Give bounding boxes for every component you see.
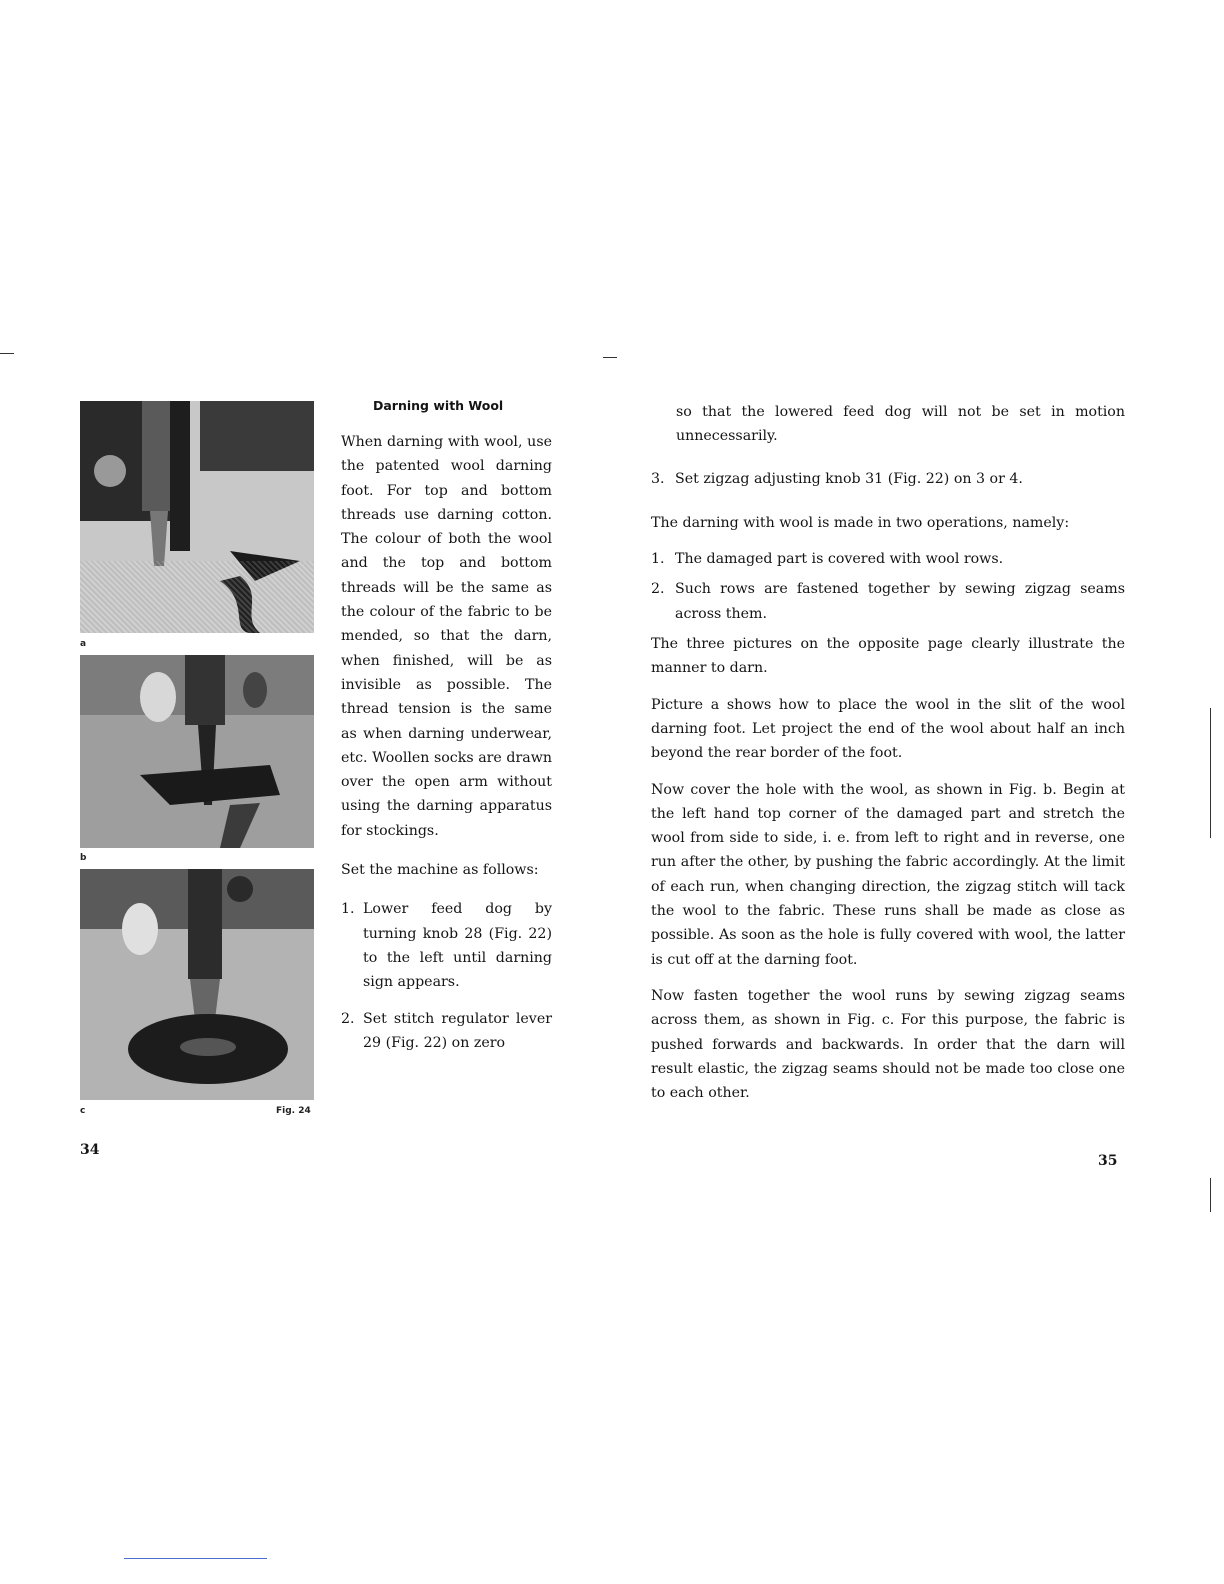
photo-c-illustration bbox=[80, 869, 314, 1100]
list-item bbox=[341, 897, 552, 994]
photo-b bbox=[80, 655, 314, 848]
photo-b-illustration bbox=[80, 655, 314, 848]
paragraph-picture-a: Picture a shows how to place the wool in the slit of the wool darning foot. Let project the end of the wool about half an inch beyond the rear border of the foot. bbox=[651, 696, 1125, 762]
list-item-number: 3. bbox=[651, 470, 665, 487]
continuation-paragraph: so that the lowered feed dog will not be set in motion unnecessarily. bbox=[676, 404, 1125, 445]
section-heading: Darning with Wool bbox=[373, 398, 504, 413]
page-number-left: 34 bbox=[80, 1142, 100, 1158]
photo-c bbox=[80, 869, 314, 1100]
operations-intro: The darning with wool is made in two operations, namely: bbox=[651, 514, 1070, 531]
set-machine-paragraph: Set the machine as follows: bbox=[341, 862, 539, 879]
list-item-number: 2. bbox=[341, 1010, 355, 1027]
paragraph-pictures: The three pictures on the opposite page clearly illustrate the manner to darn. bbox=[651, 636, 1125, 677]
scan-mark-center bbox=[603, 357, 617, 358]
scan-mark-right-edge bbox=[1210, 708, 1211, 838]
list-item-text: Set zigzag adjusting knob 31 (Fig. 22) on 3 or 4. bbox=[675, 470, 1023, 487]
list-item bbox=[651, 467, 1125, 491]
right-text-column bbox=[651, 400, 1125, 1117]
list-item-text: Set stitch regulator lever 29 (Fig. 22) on zero bbox=[363, 1010, 552, 1051]
list-item bbox=[651, 577, 1125, 626]
list-item-number: 1. bbox=[651, 551, 665, 568]
paragraph-picture-b: Now cover the hole with the wool, as shown in Fig. b. Begin at the left hand top corner of the damaged part and stretch the wool from side to side, i. e. from left to right and in reverse, one run after the other, by pushing the fabric accordingly. At the limit of each run, when changing direction, the zigzag stitch will tack the wool to the fabric. These runs shall be made as close as possible. As soon as the hole is fully covered with wool, the latter is cut off at the darning foot. bbox=[651, 781, 1125, 968]
intro-paragraph: When darning with wool, use the patented wool darning foot. For top and bottom threads use darning cotton. The colour of both the wool and the top and bottom threads will be the same as the colour of the fabric to be mended, so that the darn, when finished, will be as invisible as possible. The thread tension is the same as when darning underwear, etc. Woollen socks are drawn over the open arm without using the darning apparatus for stockings. bbox=[341, 434, 552, 839]
photo-a-label: a bbox=[80, 639, 87, 649]
photo-b-label: b bbox=[80, 853, 87, 863]
list-item-text: Such rows are fastened together by sewing zigzag seams across them. bbox=[675, 581, 1125, 622]
paragraph-picture-c: Now fasten together the wool runs by sewing zigzag seams across them, as shown in Fig. c. For this purpose, the fabric is pushed forwards and backwards. In order that the darn will result elastic, the zigzag seams should not be made too close one to each other. bbox=[651, 987, 1125, 1102]
photo-a bbox=[80, 401, 314, 633]
list-item bbox=[341, 1007, 552, 1056]
figure-label: Fig. 24 bbox=[276, 1106, 311, 1116]
list-item-number: 2. bbox=[651, 581, 665, 598]
list-item bbox=[651, 547, 1125, 571]
page-number-right: 35 bbox=[1098, 1153, 1118, 1169]
scan-underline-blue bbox=[124, 1558, 267, 1559]
photo-a-texture bbox=[80, 561, 314, 633]
photo-c-label: c bbox=[80, 1106, 86, 1116]
scan-mark-right-edge-lower bbox=[1210, 1178, 1211, 1212]
list-item-number: 1. bbox=[341, 901, 355, 918]
list-item-text: The damaged part is covered with wool rows. bbox=[675, 551, 1004, 568]
left-text-column bbox=[341, 430, 552, 1067]
settings-list bbox=[341, 897, 552, 1055]
list-item-text: Lower feed dog by turning knob 28 (Fig. 22) to the left until darning sign appears. bbox=[363, 901, 552, 991]
scan-mark-left bbox=[0, 353, 14, 354]
